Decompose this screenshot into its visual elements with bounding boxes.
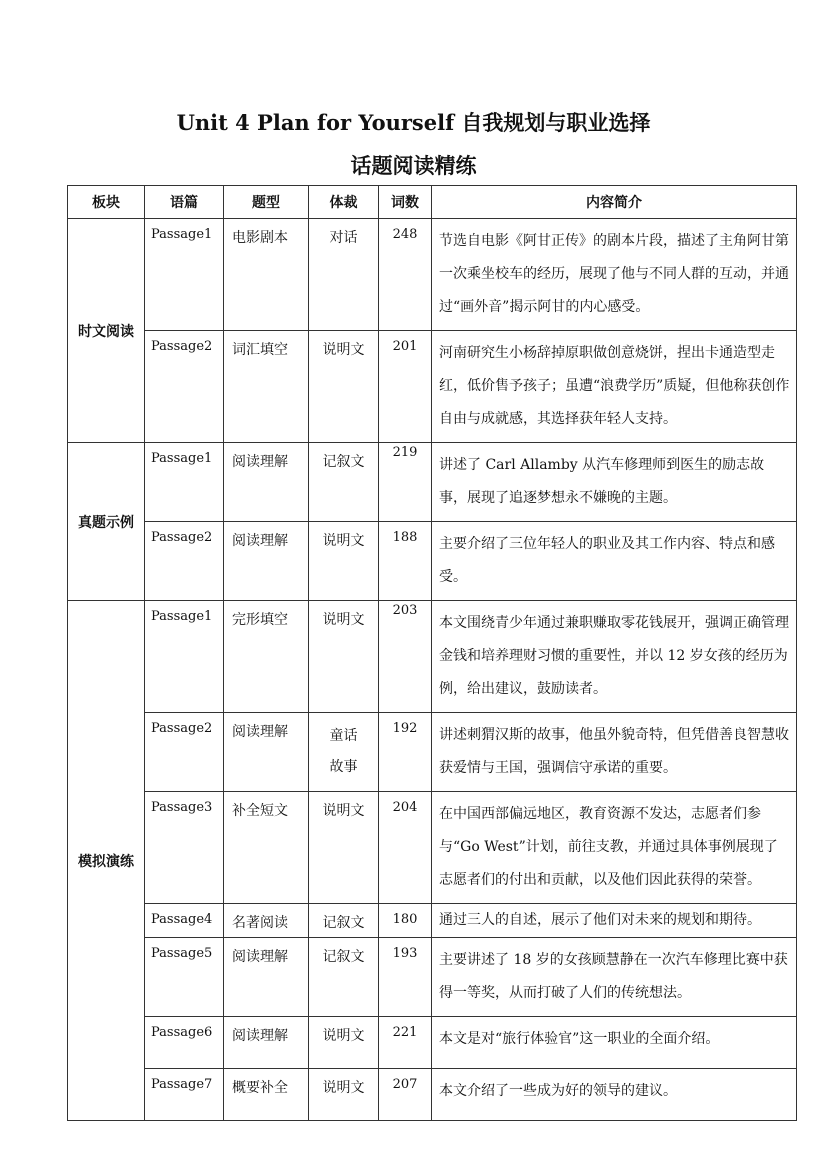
- header-passage: 语篇: [145, 186, 224, 219]
- question-type-cell: 补全短文: [224, 792, 309, 904]
- header-summary: 内容简介: [432, 186, 797, 219]
- summary-cell: 节选自电影《阿甘正传》的剧本片段，描述了主角阿甘第一次乘坐校车的经历，展现了他与不同人群的互动，并通过“画外音”揭示阿甘的内心感受。: [432, 219, 797, 331]
- table-row: [68, 443, 797, 522]
- word-count-cell: 193: [379, 938, 432, 1017]
- table-row: [68, 792, 797, 904]
- summary-cell: 讲述刺猬汉斯的故事，他虽外貌奇特，但凭借善良智慧收获爱情与王国，强调信守承诺的重要。: [432, 713, 797, 792]
- passage-cell: Passage1: [145, 601, 224, 713]
- question-type-cell: 阅读理解: [224, 1017, 309, 1069]
- question-type-cell: 阅读理解: [224, 938, 309, 1017]
- word-count-cell: 180: [379, 904, 432, 938]
- passage-cell: Passage4: [145, 904, 224, 938]
- word-count-cell: 207: [379, 1069, 432, 1121]
- summary-cell: 通过三人的自述，展示了他们对未来的规划和期待。: [432, 904, 797, 938]
- word-count-cell: 219: [379, 443, 432, 522]
- table-row: [68, 938, 797, 1017]
- summary-cell: 主要介绍了三位年轻人的职业及其工作内容、特点和感受。: [432, 522, 797, 601]
- word-count-cell: 221: [379, 1017, 432, 1069]
- word-count-cell: 204: [379, 792, 432, 904]
- section-label: 模拟演练: [68, 601, 145, 1121]
- header-word-count: 词数: [379, 186, 432, 219]
- genre-cell: 童话故事: [309, 713, 379, 792]
- passage-cell: Passage5: [145, 938, 224, 1017]
- genre-cell: 说明文: [309, 1069, 379, 1121]
- word-count-cell: 192: [379, 713, 432, 792]
- header-block: 板块: [68, 186, 145, 219]
- question-type-cell: 电影剧本: [224, 219, 309, 331]
- word-count-cell: 188: [379, 522, 432, 601]
- summary-cell: 本文围绕青少年通过兼职赚取零花钱展开，强调正确管理金钱和培养理财习惯的重要性，并以 12 岁女孩的经历为例，给出建议，鼓励读者。: [432, 601, 797, 713]
- summary-cell: 讲述了 Carl Allamby 从汽车修理师到医生的励志故事，展现了追逐梦想永不嫌晚的主题。: [432, 443, 797, 522]
- question-type-cell: 概要补全: [224, 1069, 309, 1121]
- passage-cell: Passage2: [145, 713, 224, 792]
- table-row: [68, 601, 797, 713]
- question-type-cell: 阅读理解: [224, 522, 309, 601]
- page-subtitle: 话题阅读精练: [350, 153, 477, 178]
- summary-cell: 河南研究生小杨辞掉原职做创意烧饼，捏出卡通造型走红，低价售予孩子；虽遭“浪费学历”质疑，但他称获创作自由与成就感，其选择获年轻人支持。: [432, 331, 797, 443]
- header-genre: 体裁: [309, 186, 379, 219]
- table-header-row: [68, 186, 797, 219]
- table-row: [68, 904, 797, 938]
- genre-cell: 说明文: [309, 792, 379, 904]
- section-label: 真题示例: [68, 443, 145, 601]
- table-row: [68, 219, 797, 331]
- overview-table: [67, 185, 797, 1121]
- question-type-cell: 阅读理解: [224, 713, 309, 792]
- genre-cell: 说明文: [309, 522, 379, 601]
- question-type-cell: 阅读理解: [224, 443, 309, 522]
- passage-cell: Passage2: [145, 522, 224, 601]
- passage-cell: Passage6: [145, 1017, 224, 1069]
- genre-cell: 记叙文: [309, 443, 379, 522]
- genre-cell: 说明文: [309, 1017, 379, 1069]
- passage-cell: Passage3: [145, 792, 224, 904]
- passage-cell: Passage7: [145, 1069, 224, 1121]
- question-type-cell: 词汇填空: [224, 331, 309, 443]
- header-question-type: 题型: [224, 186, 309, 219]
- table-row: [68, 522, 797, 601]
- page-title: Unit 4 Plan for Yourself 自我规划与职业选择: [176, 110, 651, 135]
- word-count-cell: 248: [379, 219, 432, 331]
- summary-cell: 在中国西部偏远地区，教育资源不发达，志愿者们参与“Go West”计划，前往支教，并通过具体事例展现了志愿者们的付出和贡献，以及他们因此获得的荣誉。: [432, 792, 797, 904]
- genre-cell: 记叙文: [309, 938, 379, 1017]
- summary-cell: 本文介绍了一些成为好的领导的建议。: [432, 1069, 797, 1121]
- section-label: 时文阅读: [68, 219, 145, 443]
- summary-cell: 本文是对“旅行体验官”这一职业的全面介绍。: [432, 1017, 797, 1069]
- genre-cell: 说明文: [309, 331, 379, 443]
- genre-cell: 记叙文: [309, 904, 379, 938]
- genre-cell: 说明文: [309, 601, 379, 713]
- table-row: [68, 713, 797, 792]
- passage-cell: Passage2: [145, 331, 224, 443]
- passage-cell: Passage1: [145, 443, 224, 522]
- word-count-cell: 203: [379, 601, 432, 713]
- summary-cell: 主要讲述了 18 岁的女孩顾慧静在一次汽车修理比赛中获得一等奖，从而打破了人们的传统想法。: [432, 938, 797, 1017]
- passage-cell: Passage1: [145, 219, 224, 331]
- question-type-cell: 完形填空: [224, 601, 309, 713]
- table-row: [68, 331, 797, 443]
- question-type-cell: 名著阅读: [224, 904, 309, 938]
- table-row: [68, 1069, 797, 1121]
- genre-cell: 对话: [309, 219, 379, 331]
- table-row: [68, 1017, 797, 1069]
- word-count-cell: 201: [379, 331, 432, 443]
